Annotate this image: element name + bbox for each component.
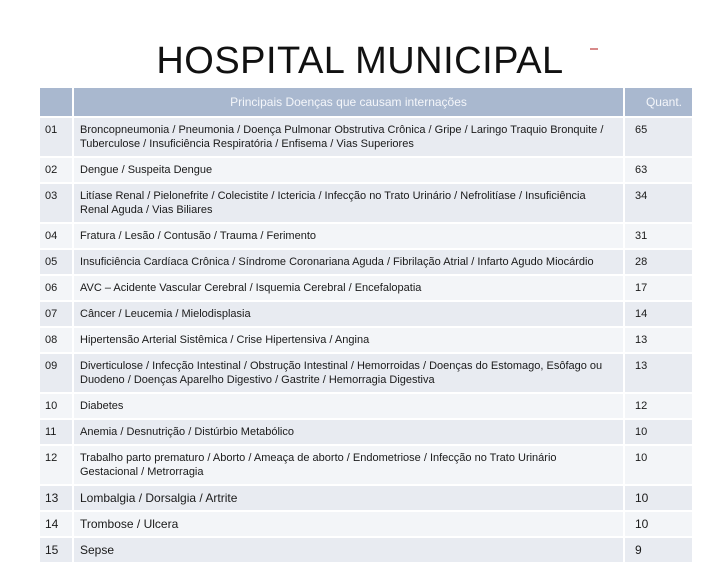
row-quantity: 10 [625,486,692,512]
row-quantity: 12 [625,394,692,420]
row-disease: AVC – Acidente Vascular Cerebral / Isquemia Cerebral / Encefalopatia [74,276,625,302]
row-quantity: 63 [625,158,692,184]
header-quantity: Quant. [625,88,692,118]
row-disease: Trabalho parto prematuro / Aborto / Ameaça de aborto / Endometriose / Infecção no Trato Urinário Gestacional / Metrorragia [74,446,625,486]
row-disease: Hipertensão Arterial Sistêmica / Crise Hipertensiva / Angina [74,328,625,354]
row-number: 06 [40,276,74,302]
row-number: 15 [40,538,74,564]
row-number: 14 [40,512,74,538]
row-disease: Câncer / Leucemia / Mielodisplasia [74,302,625,328]
row-disease: Dengue / Suspeita Dengue [74,158,625,184]
header-number [40,88,74,118]
title-accent-mark [590,48,598,50]
row-quantity: 10 [625,446,692,486]
row-number: 10 [40,394,74,420]
row-disease: Trombose / Ulcera [74,512,625,538]
row-disease: Diverticulose / Infecção Intestinal / Obstrução Intestinal / Hemorroidas / Doenças do Estomago, Esôfago ou Duodeno / Doenças Aparelho Digestivo / Gastrite / Hemorragia Digestiva [74,354,625,394]
row-number: 08 [40,328,74,354]
row-number: 04 [40,224,74,250]
row-quantity: 31 [625,224,692,250]
row-number: 02 [40,158,74,184]
row-disease: Broncopneumonia / Pneumonia / Doença Pulmonar Obstrutiva Crônica / Gripe / Laringo Traquio Bronquite / Tuberculose / Insuficiência Respiratória / Enfisema / Vias Superiores [74,118,625,158]
row-disease: Fratura / Lesão / Contusão / Trauma / Ferimento [74,224,625,250]
row-number: 07 [40,302,74,328]
row-number: 12 [40,446,74,486]
row-disease: Lombalgia / Dorsalgia / Artrite [74,486,625,512]
row-disease: Anemia / Desnutrição / Distúrbio Metabólico [74,420,625,446]
diseases-table [40,88,692,557]
row-quantity: 14 [625,302,692,328]
row-disease: Litíase Renal / Pielonefrite / Colecistite / Ictericia / Infecção no Trato Urinário / Nefrolitíase / Insuficiência Renal Aguda / Vias Biliares [74,184,625,224]
row-disease: Sepse [74,538,625,564]
header-disease: Principais Doenças que causam internações [74,88,625,118]
row-quantity: 10 [625,512,692,538]
row-quantity: 34 [625,184,692,224]
row-quantity: 10 [625,420,692,446]
page-title: HOSPITAL MUNICIPAL [156,40,564,82]
row-quantity: 28 [625,250,692,276]
row-disease: Insuficiência Cardíaca Crônica / Síndrome Coronariana Aguda / Fibrilação Atrial / Infarto Agudo Miocárdio [74,250,625,276]
row-quantity: 17 [625,276,692,302]
row-number: 01 [40,118,74,158]
row-number: 05 [40,250,74,276]
row-quantity: 9 [625,538,692,564]
row-quantity: 13 [625,328,692,354]
row-number: 11 [40,420,74,446]
row-number: 03 [40,184,74,224]
row-disease: Diabetes [74,394,625,420]
row-number: 09 [40,354,74,394]
row-number: 13 [40,486,74,512]
row-quantity: 13 [625,354,692,394]
row-quantity: 65 [625,118,692,158]
